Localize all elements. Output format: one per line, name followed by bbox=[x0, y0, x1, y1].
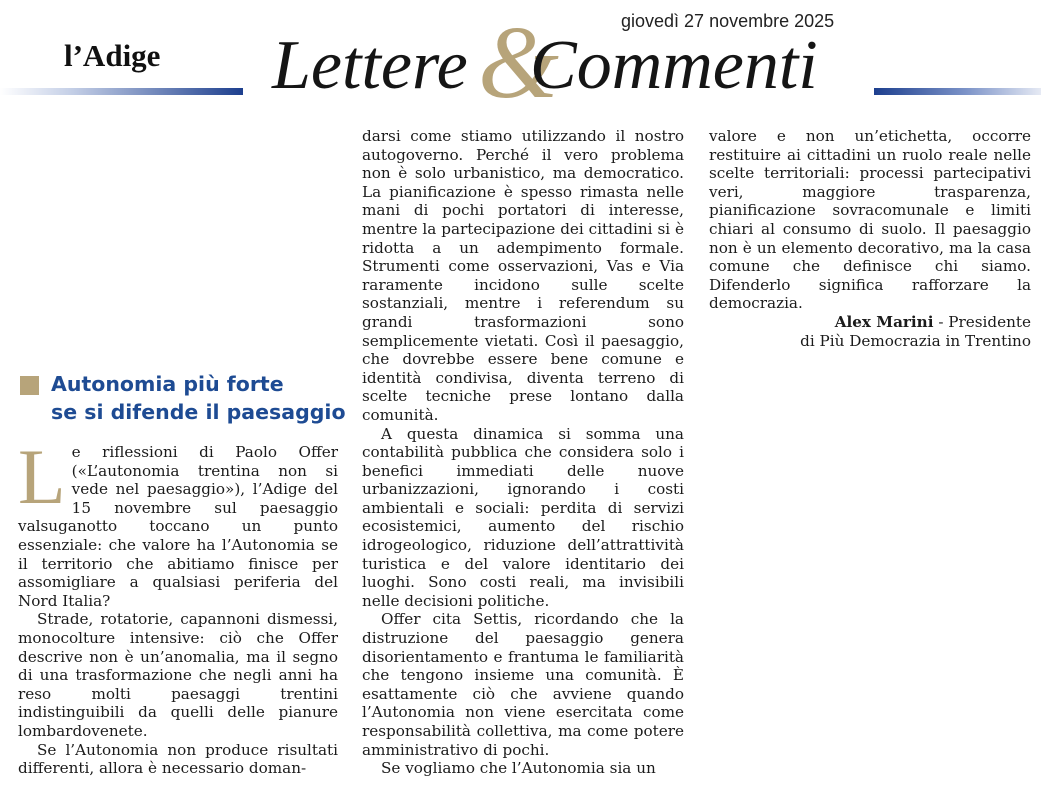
author-signature bbox=[709, 313, 1031, 350]
article-column-1 bbox=[18, 433, 338, 778]
issue-date: giovedì 27 novembre 2025 bbox=[621, 11, 835, 31]
article-paragraph: A questa dinamica si somma una contabilità pubblica che considera solo i benefici immediati delle nuove urbanizzazioni, ignorando i costi ambientali e sociali: perdita di servizi ecosistemici, aumento del rischio idrogeologico, riduzione dell’attrattività turistica e del valore identitario dei luoghi. Sono costi reali, ma invisibili nelle decisioni politiche. bbox=[362, 424, 684, 610]
masthead-rule-right bbox=[874, 88, 1041, 95]
author-role: - Presidente bbox=[933, 312, 1031, 331]
newspaper-logo: l’Adige bbox=[64, 38, 161, 73]
article-paragraph: valore e non un’etichetta, occorre restituire ai cittadini un ruolo reale nelle scelte territoriali: processi partecipativi veri, maggiore trasparenza, pianificazione sovracomunale e limiti chiari al consumo di suolo. Il paesaggio non è un elemento decorativo, ma la casa comune che definisce chi siamo. Difenderlo significa rafforzare la democrazia. bbox=[709, 127, 1031, 313]
article-column-3 bbox=[709, 127, 1031, 350]
article-paragraph: Se l’Autonomia non produce risultati differenti, allora è necessario doman- bbox=[18, 740, 338, 778]
section-title-word-commenti: Commenti bbox=[530, 27, 818, 104]
article-paragraph: Offer cita Settis, ricordando che la distruzione del paesaggio genera disorientamento e frantuma le familiarità che tengono insieme una comunità. È esattamente ciò che avviene quando l’Autonomia non viene esercitata come responsabilità collettiva, ma come potere amministrativo di pochi. bbox=[362, 610, 684, 759]
drop-cap: L bbox=[18, 433, 66, 520]
author-name: Alex Marini bbox=[834, 312, 934, 331]
masthead-rule-left bbox=[0, 88, 243, 95]
article-paragraph: Le riflessioni di Paolo Offer («L’autonomia trentina non si vede nel paesaggio»), l’Adige del 15 novembre sul paesaggio valsuganotto toccano un punto essenziale: che valore ha l’Autonomia se il territorio che abitiamo finisce per assomigliare a qualsiasi periferia del Nord Italia? bbox=[18, 433, 338, 610]
section-title-ampersand: & bbox=[478, 5, 559, 120]
headline-square-icon bbox=[20, 376, 39, 395]
headline-line-1: Autonomia più forte bbox=[51, 372, 284, 396]
article-paragraph: Se vogliamo che l’Autonomia sia un bbox=[381, 759, 656, 778]
article-paragraph: Strade, rotatorie, capannoni dismessi, monocolture intensive: ciò che Offer descrive non è un’anomalia, ma il segno di una trasformazione che negli anni ha reso molti paesaggi trentini indistinguibili da quelli delle pianure lombardovenete. bbox=[18, 610, 338, 740]
author-organization: di Più Democrazia in Trentino bbox=[800, 331, 1031, 350]
section-title-word-lettere: Lettere bbox=[272, 27, 468, 104]
article-paragraph: darsi come stiamo utilizzando il nostro autogoverno. Perché il vero problema non è solo urbanistico, ma democratico. La pianificazione è spesso rimasta nelle mani di pochi portatori di interesse, mentre la partecipazione dei cittadini si è ridotta a un adempimento formale. Strumenti come osservazioni, Vas e Via raramente incidono sulle scelte sostanziali, mentre i referendum su grandi trasformazioni sono semplicemente vietati. Così il paesaggio, che dovrebbe essere bene comune e identità condivisa, diventa terreno di scelte tecniche prese lontano dalla comunità. bbox=[362, 127, 684, 424]
headline-line-2: se si difende il paesaggio bbox=[51, 400, 346, 424]
article-column-2 bbox=[362, 127, 684, 778]
